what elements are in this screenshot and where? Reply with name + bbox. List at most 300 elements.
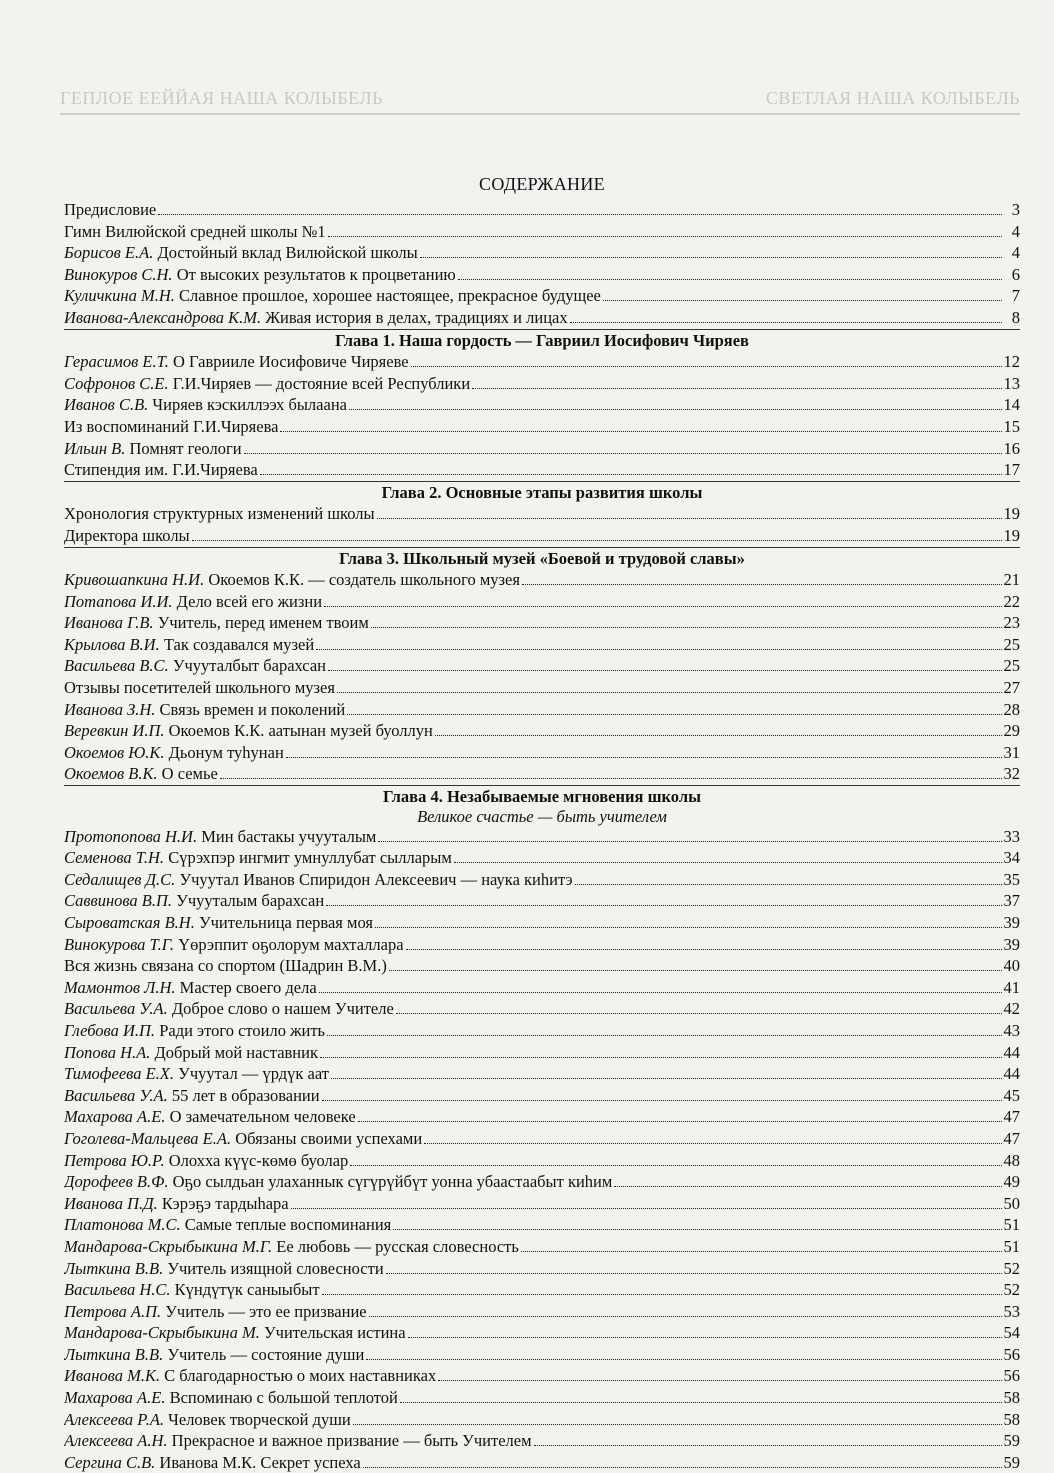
- toc-entry-label: [64, 612, 369, 634]
- toc-entry-author: Мамонтов Л.Н.: [64, 977, 176, 997]
- toc-entry-title: Иванова М.К. Секрет успеха: [159, 1452, 361, 1472]
- toc-entry-author: Мандарова-Скрыбыкина М.Г.: [64, 1236, 273, 1256]
- toc-entry: [64, 1387, 1020, 1409]
- toc-entry-label: [64, 503, 375, 525]
- toc-entry-label: [64, 890, 324, 912]
- toc-entry-author: Иванова П.Д.: [64, 1193, 158, 1213]
- dot-leader: [328, 670, 1002, 671]
- toc-entry-title: Учуутал — үрдүк аат: [178, 1064, 329, 1084]
- toc-entry-label: [64, 1214, 391, 1236]
- toc-entry-author: Иванова-Александрова К.М.: [64, 307, 262, 327]
- toc-entry-page: 51: [1003, 1215, 1020, 1235]
- table-of-contents: [64, 174, 1020, 1473]
- toc-entry: [64, 1365, 1020, 1387]
- dot-leader: [337, 692, 1002, 693]
- toc-entry: [64, 351, 1020, 373]
- toc-entry-title: О замечательном человеке: [169, 1107, 356, 1127]
- toc-entry-page: 56: [1003, 1344, 1020, 1364]
- toc-entry-page: 17: [1003, 460, 1020, 480]
- toc-entry-author: Винокурова Т.Г.: [64, 934, 175, 954]
- toc-entry-page: 50: [1003, 1193, 1020, 1213]
- toc-entry-author: Васильева В.С.: [64, 656, 169, 676]
- toc-entry-title: Вся жизнь связана со спортом (Шадрин В.М.): [64, 956, 387, 976]
- toc-entry-title: Окоемов К.К. аатынан музей буоллун: [168, 721, 433, 741]
- toc-entry-author: Лыткина В.В.: [64, 1344, 164, 1364]
- chapter-heading: Глава 4. Незабываемые мгновения школы: [64, 785, 1020, 808]
- toc-entry: [64, 1409, 1020, 1431]
- chapter-heading: Глава 1. Наша гордость — Гавриил Иосифович Чиряев: [64, 329, 1020, 352]
- toc-entry-page: 16: [1003, 438, 1020, 458]
- toc-body: [64, 199, 1020, 1473]
- toc-entry: [64, 699, 1020, 721]
- dot-leader: [349, 409, 1002, 410]
- toc-entry-author: Кривошапкина Н.И.: [64, 570, 205, 590]
- toc-entry-author: Ильин В.: [64, 438, 126, 458]
- toc-entry: [64, 955, 1020, 977]
- toc-entry-title: Учитель — это ее призвание: [165, 1301, 367, 1321]
- toc-entry-title: О Гаврииле Иосифовиче Чиряеве: [172, 352, 409, 372]
- toc-entry-title: Учительская истина: [263, 1323, 406, 1343]
- toc-entry-page: 23: [1003, 613, 1020, 633]
- toc-entry-author: Глебова И.П.: [64, 1020, 156, 1040]
- toc-entry-author: Васильева Н.С.: [64, 1280, 171, 1300]
- toc-entry-label: [64, 1085, 320, 1107]
- dot-leader: [570, 322, 1002, 323]
- toc-entry-page: 7: [1011, 286, 1020, 306]
- toc-entry: [64, 1279, 1020, 1301]
- dot-leader: [316, 649, 1001, 650]
- toc-entry-author: Иванова М.К.: [64, 1366, 161, 1386]
- toc-entry-label: [64, 1322, 406, 1344]
- toc-entry-title: Прекрасное и важное призвание — быть Учителем: [171, 1431, 532, 1451]
- toc-entry-author: Сергина С.В.: [64, 1452, 156, 1472]
- toc-entry-author: Протопопова Н.И.: [64, 826, 198, 846]
- toc-entry-label: [64, 416, 278, 438]
- toc-entry: [64, 998, 1020, 1020]
- dot-leader: [366, 1359, 1001, 1360]
- toc-entry-title: Стипендия им. Г.И.Чиряева: [64, 460, 258, 480]
- toc-entry-author: Винокуров С.Н.: [64, 264, 173, 284]
- toc-entry-label: [64, 569, 520, 591]
- dot-leader: [260, 474, 1002, 475]
- toc-entry-title: С благодарностью о моих наставниках: [164, 1366, 437, 1386]
- section-subtitle: Великое счастье — быть учителем: [417, 806, 667, 826]
- toc-entry-label: [64, 307, 568, 329]
- toc-entry-title: Директора школы: [64, 525, 190, 545]
- toc-entry-page: 25: [1003, 656, 1020, 676]
- toc-entry-author: Окоемов Ю.К.: [64, 742, 165, 762]
- toc-entry-page: 44: [1003, 1042, 1020, 1062]
- toc-entry-author: Попова Н.А.: [64, 1042, 151, 1062]
- toc-entry-label: [64, 1365, 436, 1387]
- toc-entry-author: Алексеева Р.А.: [64, 1409, 165, 1429]
- toc-entry-label: [64, 1193, 289, 1215]
- toc-entry-label: [64, 525, 190, 547]
- toc-entry-label: [64, 459, 258, 481]
- toc-entry-label: [64, 1042, 318, 1064]
- toc-entry-page: 39: [1003, 913, 1020, 932]
- toc-entry-label: [64, 847, 452, 869]
- toc-entry-label: [64, 1279, 320, 1301]
- dot-leader: [614, 1186, 1001, 1187]
- toc-entry-title: Сүрэхпэр ингмит умнуллубат сылларым: [168, 848, 452, 868]
- toc-entry-page: 33: [1003, 826, 1020, 846]
- dot-leader: [534, 1445, 1002, 1446]
- toc-entry: [64, 677, 1020, 699]
- toc-entry: [64, 1171, 1020, 1193]
- ghost-header-right: СВЕТЛАЯ НАША КОЛЫБЕЛЬ: [765, 88, 1020, 108]
- dot-leader: [328, 236, 1002, 237]
- toc-entry-label: [64, 763, 218, 785]
- chapter-heading: Глава 3. Школьный музей «Боевой и трудовой славы»: [64, 547, 1020, 570]
- toc-entry-author: Саввинова В.П.: [64, 891, 173, 911]
- toc-entry-page: 19: [1003, 525, 1020, 545]
- toc-entry-label: [64, 1063, 329, 1085]
- toc-entry-label: [64, 655, 326, 677]
- toc-entry: [64, 634, 1020, 656]
- toc-entry-title: Гимн Вилюйской средней школы №1: [64, 221, 326, 241]
- toc-entry-author: Петрова А.П.: [64, 1301, 162, 1321]
- toc-entry-page: 21: [1003, 570, 1020, 590]
- toc-entry: [64, 869, 1020, 891]
- dot-leader: [408, 1337, 1002, 1338]
- toc-entry-page: 58: [1003, 1388, 1020, 1408]
- toc-entry-page: 59: [1003, 1452, 1020, 1472]
- bleed-through-header: [60, 88, 1020, 115]
- toc-entry-page: 22: [1003, 591, 1020, 611]
- toc-entry-page: 43: [1003, 1020, 1020, 1040]
- toc-entry: [64, 1150, 1020, 1172]
- toc-entry-author: Потапова И.И.: [64, 591, 173, 611]
- dot-leader: [472, 388, 1001, 389]
- dot-leader: [377, 518, 1002, 519]
- dot-leader: [522, 584, 1002, 585]
- toc-entry-page: 56: [1003, 1366, 1020, 1386]
- dot-leader: [331, 1078, 1002, 1079]
- toc-entry-label: [64, 826, 376, 848]
- toc-entry-label: [64, 394, 347, 416]
- toc-entry-title: Окоемов К.К. — создатель школьного музея: [208, 570, 520, 590]
- toc-entry-title: Человек творческой души: [168, 1409, 351, 1429]
- toc-entry: [64, 1042, 1020, 1064]
- dot-leader: [420, 257, 1002, 258]
- toc-entry: [64, 503, 1020, 525]
- toc-entry-page: 54: [1003, 1323, 1020, 1343]
- toc-entry-page: 53: [1003, 1301, 1020, 1321]
- toc-entry: [64, 934, 1020, 956]
- toc-entry: [64, 912, 1020, 934]
- toc-entry-author: Иванов С.В.: [64, 395, 149, 415]
- toc-entry-label: [64, 1430, 532, 1452]
- toc-entry-label: [64, 998, 394, 1020]
- toc-entry: [64, 720, 1020, 742]
- toc-entry-title: От высоких результатов к процветанию: [176, 264, 456, 284]
- toc-entry-author: Гоголева-Мальцева Е.А.: [64, 1128, 232, 1148]
- toc-entry-author: Дорофеев В.Ф.: [64, 1172, 169, 1192]
- toc-entry-page: 51: [1003, 1236, 1020, 1256]
- dot-leader: [280, 431, 1001, 432]
- toc-entry-author: Иванова Г.В.: [64, 613, 154, 633]
- toc-entry-page: 19: [1003, 504, 1020, 524]
- toc-entry-page: 59: [1003, 1431, 1020, 1451]
- dot-leader: [435, 735, 1002, 736]
- toc-entry-title: Связь времен и поколений: [159, 699, 346, 719]
- toc-entry-label: [64, 699, 345, 721]
- dot-leader: [424, 1143, 1001, 1144]
- toc-entry-label: [64, 1150, 348, 1172]
- toc-entry: [64, 591, 1020, 613]
- toc-entry-title: Ее любовь — русская словесность: [276, 1236, 519, 1256]
- toc-entry: [64, 373, 1020, 395]
- toc-entry-title: Учууталбыт барахсан: [172, 656, 326, 676]
- toc-entry: [64, 977, 1020, 999]
- toc-entry-label: [64, 634, 314, 656]
- toc-entry-page: 42: [1003, 999, 1020, 1019]
- dot-leader: [322, 1100, 1002, 1101]
- dot-leader: [406, 949, 1002, 950]
- toc-entry-page: 44: [1003, 1064, 1020, 1084]
- toc-entry-title: Учитель — состояние души: [167, 1344, 365, 1364]
- toc-entry-title: Г.И.Чиряев — достояние всей Республики: [172, 373, 471, 393]
- toc-entry-title: Предисловие: [64, 200, 157, 219]
- dot-leader: [411, 366, 1002, 367]
- toc-entry-title: Самые теплые воспоминания: [184, 1215, 392, 1235]
- toc-entry: [64, 826, 1020, 848]
- dot-leader: [353, 1424, 1002, 1425]
- toc-entry: [64, 1236, 1020, 1258]
- toc-entry-title: Хронология структурных изменений школы: [64, 504, 375, 524]
- toc-entry-title: Обязаны своими успехами: [235, 1128, 423, 1148]
- dot-leader: [521, 1251, 1002, 1252]
- dot-leader: [322, 1294, 1002, 1295]
- dot-leader: [396, 1013, 1002, 1014]
- toc-entry-page: 49: [1003, 1172, 1020, 1192]
- toc-entry-page: 28: [1003, 699, 1020, 719]
- toc-entry-author: Васильева У.А.: [64, 999, 168, 1019]
- toc-entry-page: 15: [1003, 416, 1020, 436]
- toc-entry-page: 41: [1003, 977, 1020, 997]
- dot-leader: [192, 540, 1002, 541]
- page-title: СОДЕРЖАНИЕ: [479, 174, 605, 194]
- toc-entry-page: 25: [1003, 634, 1020, 654]
- dot-leader: [220, 778, 1002, 779]
- toc-entry: [64, 1430, 1020, 1452]
- toc-entry-label: [64, 1171, 612, 1193]
- toc-entry-title: Дело всей его жизни: [176, 591, 323, 611]
- toc-entry-author: Лыткина В.В.: [64, 1258, 164, 1278]
- toc-entry-page: 32: [1003, 764, 1020, 784]
- dot-leader: [319, 992, 1002, 993]
- toc-entry-title: Доброе слово о нашем Учителе: [171, 999, 394, 1019]
- toc-entry-author: Махарова А.Е.: [64, 1388, 166, 1408]
- toc-entry-author: Куличкина М.Н.: [64, 286, 175, 306]
- toc-entry: [64, 1301, 1020, 1323]
- toc-entry-label: [64, 1344, 364, 1366]
- toc-entry-page: 35: [1003, 869, 1020, 889]
- toc-entry-label: [64, 912, 373, 934]
- toc-entry-title: Мастер своего дела: [179, 977, 317, 997]
- toc-entry-title: Мин бастакы учууталым: [201, 826, 377, 846]
- toc-entry-label: [64, 677, 335, 699]
- toc-entry-title: Кэрэҕэ тардыһара: [161, 1193, 289, 1213]
- chapter-heading: Глава 2. Основные этапы развития школы: [64, 481, 1020, 504]
- toc-entry-author: Махарова А.Е.: [64, 1107, 166, 1127]
- dot-leader: [158, 214, 1002, 215]
- dot-leader: [575, 884, 1002, 885]
- toc-entry-label: [64, 373, 470, 395]
- toc-entry-title: Так создавался музей: [163, 634, 315, 654]
- toc-entry-label: [64, 1128, 422, 1150]
- toc-entry-title: Отзывы посетителей школьного музея: [64, 678, 335, 698]
- toc-entry-label: [64, 1409, 351, 1431]
- toc-entry: [64, 1193, 1020, 1215]
- toc-entry-title: Үөрэппит оҕолорум махталлара: [178, 934, 404, 954]
- toc-entry-label: [64, 1452, 361, 1473]
- toc-entry: [64, 459, 1020, 481]
- toc-entry: [64, 847, 1020, 869]
- toc-entry-label: [64, 977, 317, 999]
- toc-entry: [64, 416, 1020, 438]
- toc-entry-page: 47: [1003, 1107, 1020, 1127]
- toc-entry-page: 6: [1011, 264, 1020, 284]
- toc-entry-page: 52: [1003, 1280, 1020, 1300]
- dot-leader: [400, 1402, 1002, 1403]
- toc-entry-title: Добрый мой наставник: [154, 1042, 318, 1062]
- dot-leader: [369, 1316, 1002, 1317]
- toc-entry-author: Седалищев Д.С.: [64, 869, 176, 889]
- toc-entry-title: 55 лет в образовании: [171, 1085, 320, 1105]
- toc-entry-label: [64, 221, 326, 243]
- toc-entry: [64, 612, 1020, 634]
- toc-entry-page: 14: [1003, 395, 1020, 415]
- toc-entry: [64, 1258, 1020, 1280]
- dot-leader: [393, 1229, 1001, 1230]
- toc-entry-title: Славное прошлое, хорошее настоящее, прекрасное будущее: [179, 286, 601, 306]
- toc-entry-label: [64, 199, 156, 221]
- dot-leader: [371, 627, 1002, 628]
- toc-entry-title: Достойный вклад Вилюйской школы: [157, 243, 418, 263]
- ghost-header-left: ГЕПЛОЕ ЕЕЙЙАЯ НАША КОЛЫБЕЛЬ: [60, 88, 383, 108]
- dot-leader: [326, 905, 1001, 906]
- toc-entry-title: Чиряев кэскиллээх былаана: [152, 395, 347, 415]
- toc-entry-author: Мандарова-Скрыбыкина М.: [64, 1323, 260, 1343]
- dot-leader: [386, 1273, 1002, 1274]
- toc-entry-label: [64, 869, 573, 891]
- dot-leader: [350, 1165, 1001, 1166]
- dot-leader: [244, 453, 1002, 454]
- toc-entry-label: [64, 264, 456, 286]
- toc-entry-author: Платонова М.С.: [64, 1215, 181, 1235]
- toc-entry-page: 47: [1003, 1128, 1020, 1148]
- dot-leader: [378, 841, 1001, 842]
- dot-leader: [438, 1380, 1001, 1381]
- toc-entry-page: 13: [1003, 373, 1020, 393]
- toc-entry-page: 3: [1011, 200, 1020, 219]
- toc-entry-title: Ради этого стоило жить: [159, 1020, 326, 1040]
- toc-entry-author: Петрова Ю.Р.: [64, 1150, 165, 1170]
- toc-entry: [64, 1063, 1020, 1085]
- toc-entry-label: [64, 742, 284, 764]
- toc-entry: [64, 285, 1020, 307]
- toc-entry: [64, 525, 1020, 547]
- toc-entry-page: 45: [1003, 1085, 1020, 1105]
- toc-entry-author: Борисов Е.А.: [64, 243, 154, 263]
- dot-leader: [458, 279, 1002, 280]
- toc-entry: [64, 221, 1020, 243]
- toc-entry-title: Дьонум туһунан: [168, 742, 284, 762]
- toc-entry-page: 4: [1011, 221, 1020, 241]
- toc-entry-page: 58: [1003, 1409, 1020, 1429]
- toc-entry-label: [64, 720, 433, 742]
- dot-leader: [327, 1035, 1001, 1036]
- toc-entry: [64, 264, 1020, 286]
- dot-leader: [324, 606, 1001, 607]
- toc-entry-page: 37: [1003, 891, 1020, 911]
- toc-entry: [64, 242, 1020, 264]
- toc-entry-page: 4: [1011, 243, 1020, 263]
- toc-entry-author: Семенова Т.Н.: [64, 848, 165, 868]
- toc-entry-label: [64, 242, 418, 264]
- toc-entry-label: [64, 1106, 356, 1128]
- toc-entry-title: Живая история в делах, традициях и лицах: [265, 307, 568, 327]
- toc-entry-label: [64, 1258, 384, 1280]
- toc-entry-title: О семье: [161, 764, 218, 784]
- toc-entry: [64, 1128, 1020, 1150]
- toc-entry-author: Сыроватская В.Н.: [64, 913, 195, 932]
- toc-entry-title: Күндүтүк саныыбыт: [174, 1280, 320, 1300]
- toc-entry-label: [64, 1020, 325, 1042]
- toc-entry: [64, 1344, 1020, 1366]
- toc-entry-title: Учуутал Иванов Спиридон Алексеевич — наука киһитэ: [179, 869, 573, 889]
- toc-entry-author: Окоемов В.К.: [64, 764, 158, 784]
- toc-entry-title: Оҕо сылдьан улаханнык сүгүрүйбүт уонна убаастаабыт киһим: [172, 1172, 613, 1192]
- toc-entry-author: Веревкин И.П.: [64, 721, 165, 741]
- toc-entry-author: Софронов С.Е.: [64, 373, 169, 393]
- toc-entry-author: Герасимов Е.Т.: [64, 352, 169, 372]
- toc-entry-page: 40: [1003, 956, 1020, 976]
- toc-entry-label: [64, 438, 242, 460]
- toc-entry-author: Алексеева А.Н.: [64, 1431, 168, 1451]
- toc-entry: [64, 655, 1020, 677]
- toc-entry-page: 52: [1003, 1258, 1020, 1278]
- toc-entry-page: 27: [1003, 678, 1020, 698]
- dot-leader: [603, 300, 1002, 301]
- toc-entry-page: 29: [1003, 721, 1020, 741]
- toc-entry: [64, 307, 1020, 329]
- toc-entry: [64, 438, 1020, 460]
- toc-entry-title: Учууталым барахсан: [176, 891, 325, 911]
- dot-leader: [347, 714, 1001, 715]
- toc-entry: [64, 1452, 1020, 1473]
- toc-entry-label: [64, 934, 404, 956]
- toc-entry-label: [64, 1301, 367, 1323]
- toc-entry-page: 39: [1003, 934, 1020, 954]
- toc-entry: [64, 1322, 1020, 1344]
- toc-entry-page: 8: [1011, 307, 1020, 327]
- toc-entry: [64, 1020, 1020, 1042]
- toc-entry-label: [64, 955, 387, 977]
- dot-leader: [358, 1121, 1002, 1122]
- toc-entry-title: Вспоминаю с большой теплотой: [169, 1388, 398, 1408]
- dot-leader: [291, 1208, 1002, 1209]
- toc-entry: [64, 763, 1020, 785]
- toc-entry-title: Учительница первая моя: [198, 913, 373, 932]
- toc-entry: [64, 1214, 1020, 1236]
- toc-entry: [64, 742, 1020, 764]
- dot-leader: [375, 927, 1002, 928]
- toc-entry: [64, 890, 1020, 912]
- toc-entry-title: Помнят геологи: [129, 438, 242, 458]
